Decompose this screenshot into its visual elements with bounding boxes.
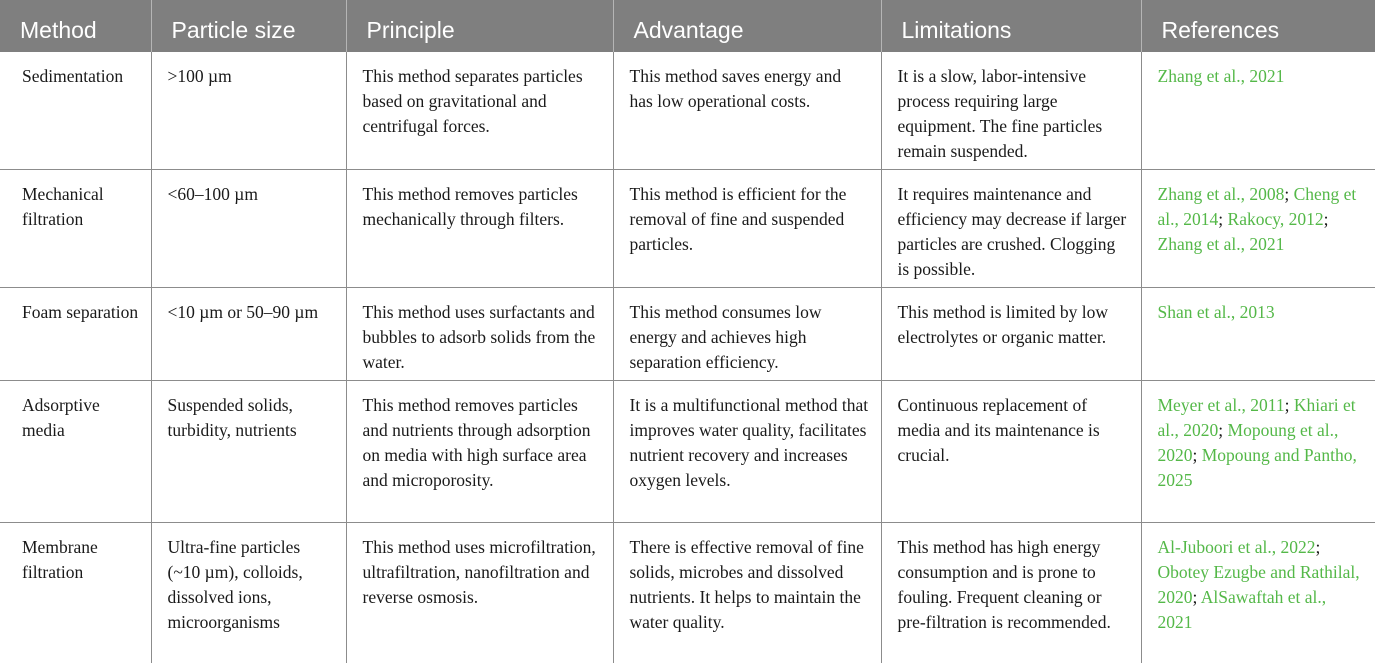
- principle-cell: This method removes particles mechanically through filters.: [346, 170, 613, 288]
- advantage-cell: This method saves energy and has low operational costs.: [613, 52, 881, 170]
- references-cell: [1141, 288, 1375, 381]
- principle-cell: This method removes particles and nutrients through adsorption on media with high surface area and microporosity.: [346, 381, 613, 523]
- reference-link[interactable]: Al-Juboori et al., 2022: [1157, 537, 1316, 557]
- limitations-cell: This method has high energy consumption and is prone to fouling. Frequent cleaning or pre-filtration is recommended.: [881, 523, 1141, 663]
- particle-size-cell: Ultra-fine particles (~10 µm), colloids, dissolved ions, microorganisms: [151, 523, 346, 663]
- table-row: [0, 288, 1375, 381]
- reference-link[interactable]: Meyer et al., 2011: [1157, 395, 1285, 415]
- particle-size-cell: <10 µm or 50–90 µm: [151, 288, 346, 381]
- limitations-cell: It requires maintenance and efficiency may decrease if larger particles are crushed. Clogging is possible.: [881, 170, 1141, 288]
- reference-link[interactable]: Mopoung and Pantho, 2025: [1157, 445, 1357, 490]
- reference-link[interactable]: Cheng et al., 2014: [1157, 184, 1357, 229]
- references-cell: Meyer et al., 2011; Khiari et al., 2020; Mopoung et al., 2020; Mopoung and Pantho, 2025: [1141, 381, 1375, 523]
- reference-link[interactable]: Rakocy, 2012: [1227, 209, 1324, 229]
- reference-link[interactable]: Zhang et al., 2021: [1157, 234, 1285, 254]
- references-cell: Al-Juboori et al., 2022; Obotey Ezugbe and Rathilal, 2020; AlSawaftah et al., 2021: [1157, 537, 1360, 632]
- reference-link[interactable]: Obotey Ezugbe and Rathilal, 2020: [1157, 562, 1360, 607]
- principle-cell: This method separates particles based on gravitational and centrifugal forces.: [346, 52, 613, 170]
- header-limitations: Limitations: [881, 0, 1141, 52]
- reference-link[interactable]: Shan et al., 2013: [1157, 302, 1275, 322]
- reference-link[interactable]: Zhang et al., 2008: [1157, 184, 1285, 204]
- header-principle: Principle: [346, 0, 613, 52]
- method-cell: Foam separation: [0, 288, 151, 381]
- particle-size-cell: >100 µm: [151, 52, 346, 170]
- advantage-cell: There is effective removal of fine solids, microbes and dissolved nutrients. It helps to maintain the water quality.: [613, 523, 881, 663]
- header-particle-size: Particle size: [151, 0, 346, 52]
- references-cell: Zhang et al., 2008; Cheng et al., 2014; Rakocy, 2012; Zhang et al., 2021: [1141, 170, 1375, 288]
- table-row: [0, 523, 1375, 663]
- advantage-cell: It is a multifunctional method that improves water quality, facilitates nutrient recovery and increases oxygen levels.: [613, 381, 881, 523]
- reference-link[interactable]: Mopoung et al., 2020: [1157, 420, 1339, 465]
- table-row: [0, 170, 1375, 288]
- limitations-cell: Continuous replacement of media and its maintenance is crucial.: [881, 381, 1141, 523]
- method-cell: Adsorptive media: [0, 381, 151, 523]
- advantage-cell: This method consumes low energy and achieves high separation efficiency.: [613, 288, 881, 381]
- header-row: [0, 0, 1375, 52]
- header-advantage: Advantage: [613, 0, 881, 52]
- method-cell: Mechanical filtration: [0, 170, 151, 288]
- method-cell: Membrane filtration: [0, 523, 151, 663]
- table-row: [0, 52, 1375, 170]
- advantage-cell: This method is efficient for the removal of fine and suspended particles.: [613, 170, 881, 288]
- particle-size-cell: Suspended solids, turbidity, nutrients: [151, 381, 346, 523]
- header-references: References: [1161, 16, 1280, 43]
- table-row: [0, 381, 1375, 523]
- principle-cell: This method uses surfactants and bubbles to adsorb solids from the water.: [346, 288, 613, 381]
- particle-size-cell: <60–100 µm: [151, 170, 346, 288]
- method-cell: Sedimentation: [0, 52, 151, 170]
- reference-link[interactable]: Khiari et al., 2020: [1157, 395, 1356, 440]
- header-method: Method: [0, 0, 151, 52]
- principle-cell: This method uses microfiltration, ultrafiltration, nanofiltration and reverse osmosis.: [346, 523, 613, 663]
- references-cell: [1141, 52, 1375, 170]
- reference-link[interactable]: AlSawaftah et al., 2021: [1157, 587, 1327, 632]
- limitations-cell: It is a slow, labor-intensive process requiring large equipment. The fine particles remain suspended.: [881, 52, 1141, 170]
- reference-link[interactable]: Zhang et al., 2021: [1157, 66, 1285, 86]
- limitations-cell: This method is limited by low electrolytes or organic matter.: [881, 288, 1141, 381]
